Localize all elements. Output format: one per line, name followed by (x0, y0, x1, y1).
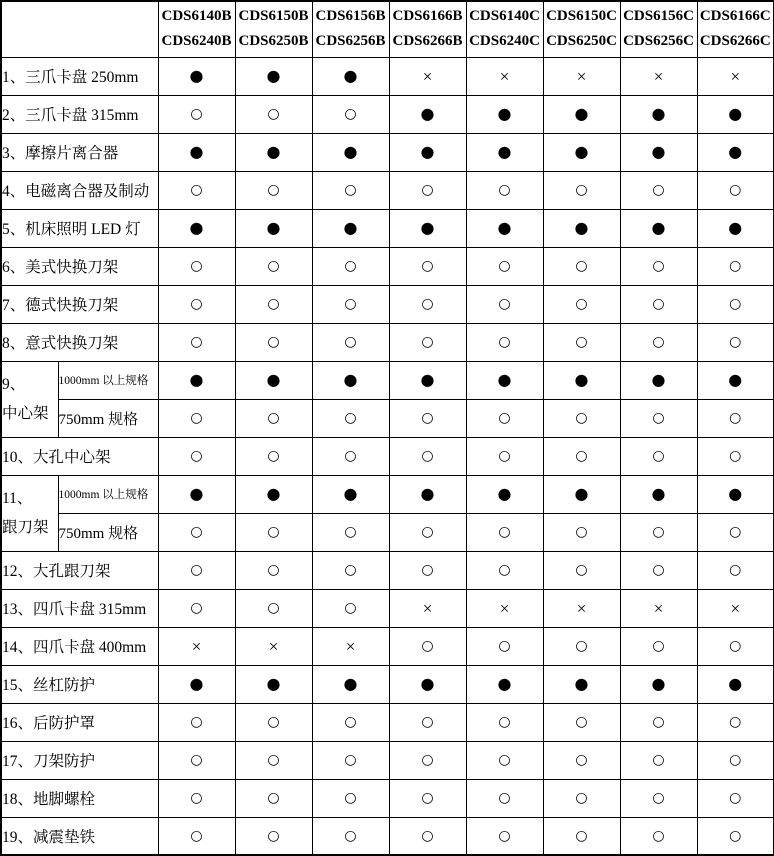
open-circle-symbol: ○ (235, 95, 312, 133)
open-circle-symbol: ○ (543, 703, 620, 741)
filled-circle-symbol: ● (235, 133, 312, 171)
open-circle-symbol: ○ (389, 437, 466, 475)
open-circle-symbol: ○ (158, 551, 235, 589)
column-header (466, 1, 543, 57)
row-label: 7、德式快换刀架 (1, 285, 158, 323)
column-header (620, 1, 697, 57)
table-row (1, 665, 774, 703)
filled-circle-symbol: ● (620, 475, 697, 513)
row-label: 5、机床照明 LED 灯 (1, 209, 158, 247)
table-row (1, 513, 774, 551)
open-circle-symbol: ○ (158, 247, 235, 285)
open-circle-symbol: ○ (389, 627, 466, 665)
open-circle-symbol: ○ (466, 171, 543, 209)
filled-circle-symbol: ● (235, 665, 312, 703)
open-circle-symbol: ○ (235, 399, 312, 437)
sub-spec-label: 750mm 规格 (58, 513, 158, 551)
open-circle-symbol: ○ (543, 627, 620, 665)
column-header (697, 1, 774, 57)
open-circle-symbol: ○ (697, 703, 774, 741)
row-label: 15、丝杠防护 (1, 665, 158, 703)
open-circle-symbol: ○ (235, 247, 312, 285)
table-row (1, 57, 774, 95)
filled-circle-symbol: ● (543, 95, 620, 133)
open-circle-symbol: ○ (697, 551, 774, 589)
open-circle-symbol: ○ (235, 817, 312, 855)
group-label-line: 9、 (2, 376, 26, 393)
open-circle-symbol: ○ (158, 741, 235, 779)
filled-circle-symbol: ● (389, 665, 466, 703)
filled-circle-symbol: ● (158, 57, 235, 95)
open-circle-symbol: ○ (543, 817, 620, 855)
filled-circle-symbol: ● (620, 209, 697, 247)
open-circle-symbol: ○ (697, 171, 774, 209)
open-circle-symbol: ○ (158, 817, 235, 855)
row-label: 16、后防护罩 (1, 703, 158, 741)
open-circle-symbol: ○ (543, 513, 620, 551)
open-circle-symbol: ○ (312, 779, 389, 817)
open-circle-symbol: ○ (235, 551, 312, 589)
column-header (543, 1, 620, 57)
filled-circle-symbol: ● (312, 209, 389, 247)
open-circle-symbol: ○ (697, 627, 774, 665)
table-body (1, 57, 774, 855)
sub-spec-label: 750mm 规格 (58, 399, 158, 437)
model-name-bottom: CDS6266C (699, 33, 771, 50)
open-circle-symbol: ○ (543, 399, 620, 437)
open-circle-symbol: ○ (620, 323, 697, 361)
cross-symbol: × (697, 589, 774, 627)
table-row (1, 285, 774, 323)
model-name-top: CDS6150B (238, 8, 309, 25)
row-label: 17、刀架防护 (1, 741, 158, 779)
table-row (1, 323, 774, 361)
table-row (1, 437, 774, 475)
open-circle-symbol: ○ (312, 171, 389, 209)
open-circle-symbol: ○ (466, 703, 543, 741)
model-name-bottom: CDS6256C (623, 33, 694, 50)
filled-circle-symbol: ● (543, 209, 620, 247)
corner-cell (1, 1, 158, 57)
open-circle-symbol: ○ (158, 703, 235, 741)
open-circle-symbol: ○ (543, 437, 620, 475)
open-circle-symbol: ○ (158, 399, 235, 437)
cross-symbol: × (466, 57, 543, 95)
open-circle-symbol: ○ (466, 285, 543, 323)
open-circle-symbol: ○ (235, 703, 312, 741)
open-circle-symbol: ○ (697, 741, 774, 779)
table-row (1, 95, 774, 133)
column-header (312, 1, 389, 57)
cross-symbol: × (389, 57, 466, 95)
open-circle-symbol: ○ (235, 779, 312, 817)
row-label: 4、电磁离合器及制动 (1, 171, 158, 209)
filled-circle-symbol: ● (158, 665, 235, 703)
open-circle-symbol: ○ (543, 323, 620, 361)
row-label: 8、意式快换刀架 (1, 323, 158, 361)
filled-circle-symbol: ● (312, 57, 389, 95)
open-circle-symbol: ○ (620, 437, 697, 475)
open-circle-symbol: ○ (543, 741, 620, 779)
column-header (158, 1, 235, 57)
filled-circle-symbol: ● (466, 95, 543, 133)
row-label: 2、三爪卡盘 315mm (1, 95, 158, 133)
filled-circle-symbol: ● (697, 95, 774, 133)
open-circle-symbol: ○ (389, 399, 466, 437)
filled-circle-symbol: ● (466, 361, 543, 399)
model-name-top: CDS6140B (161, 8, 232, 25)
cross-symbol: × (543, 589, 620, 627)
open-circle-symbol: ○ (235, 285, 312, 323)
open-circle-symbol: ○ (543, 779, 620, 817)
model-name-bottom: CDS6266B (392, 33, 463, 50)
open-circle-symbol: ○ (466, 741, 543, 779)
open-circle-symbol: ○ (543, 285, 620, 323)
cross-symbol: × (158, 627, 235, 665)
sub-spec-label: 1000mm 以上规格 (58, 475, 158, 513)
open-circle-symbol: ○ (620, 285, 697, 323)
open-circle-symbol: ○ (312, 817, 389, 855)
open-circle-symbol: ○ (697, 513, 774, 551)
row-label: 13、四爪卡盘 315mm (1, 589, 158, 627)
cross-symbol: × (466, 589, 543, 627)
table-row (1, 133, 774, 171)
filled-circle-symbol: ● (158, 133, 235, 171)
filled-circle-symbol: ● (235, 475, 312, 513)
filled-circle-symbol: ● (620, 95, 697, 133)
open-circle-symbol: ○ (158, 589, 235, 627)
header-row (1, 1, 774, 57)
open-circle-symbol: ○ (312, 437, 389, 475)
open-circle-symbol: ○ (158, 779, 235, 817)
table-row (1, 703, 774, 741)
open-circle-symbol: ○ (466, 779, 543, 817)
model-name-bottom: CDS6240C (469, 33, 540, 50)
table-row (1, 247, 774, 285)
open-circle-symbol: ○ (389, 703, 466, 741)
table-header (1, 1, 774, 57)
filled-circle-symbol: ● (389, 133, 466, 171)
open-circle-symbol: ○ (620, 703, 697, 741)
filled-circle-symbol: ● (697, 475, 774, 513)
open-circle-symbol: ○ (235, 589, 312, 627)
table-row (1, 475, 774, 513)
open-circle-symbol: ○ (235, 323, 312, 361)
model-name-top: CDS6150C (546, 8, 617, 25)
group-label (1, 361, 58, 437)
model-name-top: CDS6140C (469, 8, 540, 25)
open-circle-symbol: ○ (620, 551, 697, 589)
model-name-bottom: CDS6250C (546, 33, 617, 50)
filled-circle-symbol: ● (312, 475, 389, 513)
column-header (235, 1, 312, 57)
open-circle-symbol: ○ (389, 323, 466, 361)
open-circle-symbol: ○ (312, 513, 389, 551)
open-circle-symbol: ○ (466, 513, 543, 551)
open-circle-symbol: ○ (389, 779, 466, 817)
open-circle-symbol: ○ (543, 171, 620, 209)
open-circle-symbol: ○ (158, 95, 235, 133)
cross-symbol: × (620, 589, 697, 627)
open-circle-symbol: ○ (312, 551, 389, 589)
filled-circle-symbol: ● (466, 665, 543, 703)
open-circle-symbol: ○ (697, 323, 774, 361)
open-circle-symbol: ○ (466, 551, 543, 589)
open-circle-symbol: ○ (389, 285, 466, 323)
filled-circle-symbol: ● (620, 133, 697, 171)
open-circle-symbol: ○ (235, 171, 312, 209)
table-row (1, 741, 774, 779)
row-label: 1、三爪卡盘 250mm (1, 57, 158, 95)
open-circle-symbol: ○ (312, 703, 389, 741)
cross-symbol: × (620, 57, 697, 95)
model-name-top: CDS6166C (699, 8, 771, 25)
column-header (389, 1, 466, 57)
filled-circle-symbol: ● (235, 361, 312, 399)
filled-circle-symbol: ● (312, 361, 389, 399)
table-row (1, 399, 774, 437)
table-row (1, 361, 774, 399)
table-row (1, 551, 774, 589)
filled-circle-symbol: ● (543, 475, 620, 513)
filled-circle-symbol: ● (697, 665, 774, 703)
open-circle-symbol: ○ (620, 513, 697, 551)
row-label: 10、大孔中心架 (1, 437, 158, 475)
open-circle-symbol: ○ (620, 399, 697, 437)
open-circle-symbol: ○ (697, 817, 774, 855)
group-label-line: 11、 (2, 490, 33, 507)
open-circle-symbol: ○ (697, 399, 774, 437)
open-circle-symbol: ○ (312, 399, 389, 437)
open-circle-symbol: ○ (158, 437, 235, 475)
open-circle-symbol: ○ (697, 779, 774, 817)
table-row (1, 627, 774, 665)
open-circle-symbol: ○ (312, 323, 389, 361)
open-circle-symbol: ○ (312, 247, 389, 285)
cross-symbol: × (312, 627, 389, 665)
open-circle-symbol: ○ (620, 247, 697, 285)
open-circle-symbol: ○ (158, 171, 235, 209)
open-circle-symbol: ○ (543, 551, 620, 589)
filled-circle-symbol: ● (158, 361, 235, 399)
open-circle-symbol: ○ (235, 741, 312, 779)
filled-circle-symbol: ● (235, 57, 312, 95)
cross-symbol: × (543, 57, 620, 95)
filled-circle-symbol: ● (620, 361, 697, 399)
open-circle-symbol: ○ (312, 285, 389, 323)
open-circle-symbol: ○ (620, 779, 697, 817)
model-name-bottom: CDS6256B (315, 33, 386, 50)
row-label: 14、四爪卡盘 400mm (1, 627, 158, 665)
filled-circle-symbol: ● (543, 665, 620, 703)
filled-circle-symbol: ● (543, 361, 620, 399)
filled-circle-symbol: ● (235, 209, 312, 247)
open-circle-symbol: ○ (389, 551, 466, 589)
filled-circle-symbol: ● (158, 475, 235, 513)
filled-circle-symbol: ● (466, 475, 543, 513)
open-circle-symbol: ○ (697, 437, 774, 475)
model-name-top: CDS6156C (623, 8, 694, 25)
open-circle-symbol: ○ (235, 437, 312, 475)
table-row (1, 589, 774, 627)
row-label: 6、美式快换刀架 (1, 247, 158, 285)
row-label: 18、地脚螺栓 (1, 779, 158, 817)
cross-symbol: × (389, 589, 466, 627)
filled-circle-symbol: ● (466, 133, 543, 171)
open-circle-symbol: ○ (312, 741, 389, 779)
open-circle-symbol: ○ (620, 741, 697, 779)
open-circle-symbol: ○ (466, 627, 543, 665)
row-label: 12、大孔跟刀架 (1, 551, 158, 589)
open-circle-symbol: ○ (620, 171, 697, 209)
table-row (1, 171, 774, 209)
cross-symbol: × (697, 57, 774, 95)
open-circle-symbol: ○ (620, 817, 697, 855)
open-circle-symbol: ○ (158, 323, 235, 361)
open-circle-symbol: ○ (697, 247, 774, 285)
open-circle-symbol: ○ (466, 323, 543, 361)
open-circle-symbol: ○ (466, 437, 543, 475)
filled-circle-symbol: ● (389, 95, 466, 133)
open-circle-symbol: ○ (312, 95, 389, 133)
open-circle-symbol: ○ (466, 399, 543, 437)
filled-circle-symbol: ● (543, 133, 620, 171)
filled-circle-symbol: ● (620, 665, 697, 703)
open-circle-symbol: ○ (389, 741, 466, 779)
row-label: 3、摩擦片离合器 (1, 133, 158, 171)
filled-circle-symbol: ● (312, 133, 389, 171)
open-circle-symbol: ○ (158, 513, 235, 551)
row-label: 19、减震垫铁 (1, 817, 158, 855)
filled-circle-symbol: ● (389, 209, 466, 247)
group-label (1, 475, 58, 551)
open-circle-symbol: ○ (466, 817, 543, 855)
filled-circle-symbol: ● (697, 133, 774, 171)
open-circle-symbol: ○ (697, 285, 774, 323)
table-row (1, 779, 774, 817)
open-circle-symbol: ○ (389, 171, 466, 209)
sub-spec-label: 1000mm 以上规格 (58, 361, 158, 399)
filled-circle-symbol: ● (697, 361, 774, 399)
model-name-bottom: CDS6250B (238, 33, 309, 50)
cross-symbol: × (235, 627, 312, 665)
open-circle-symbol: ○ (466, 247, 543, 285)
open-circle-symbol: ○ (312, 589, 389, 627)
model-name-top: CDS6156B (315, 8, 386, 25)
filled-circle-symbol: ● (158, 209, 235, 247)
open-circle-symbol: ○ (389, 817, 466, 855)
filled-circle-symbol: ● (389, 475, 466, 513)
filled-circle-symbol: ● (312, 665, 389, 703)
filled-circle-symbol: ● (389, 361, 466, 399)
open-circle-symbol: ○ (543, 247, 620, 285)
filled-circle-symbol: ● (466, 209, 543, 247)
group-label-line: 中心架 (2, 405, 49, 422)
table-row (1, 209, 774, 247)
open-circle-symbol: ○ (158, 285, 235, 323)
open-circle-symbol: ○ (620, 627, 697, 665)
open-circle-symbol: ○ (235, 513, 312, 551)
group-label-line: 跟刀架 (2, 519, 49, 536)
open-circle-symbol: ○ (389, 247, 466, 285)
filled-circle-symbol: ● (697, 209, 774, 247)
model-name-top: CDS6166B (392, 8, 463, 25)
model-name-bottom: CDS6240B (161, 33, 232, 50)
open-circle-symbol: ○ (389, 513, 466, 551)
table-row (1, 817, 774, 855)
